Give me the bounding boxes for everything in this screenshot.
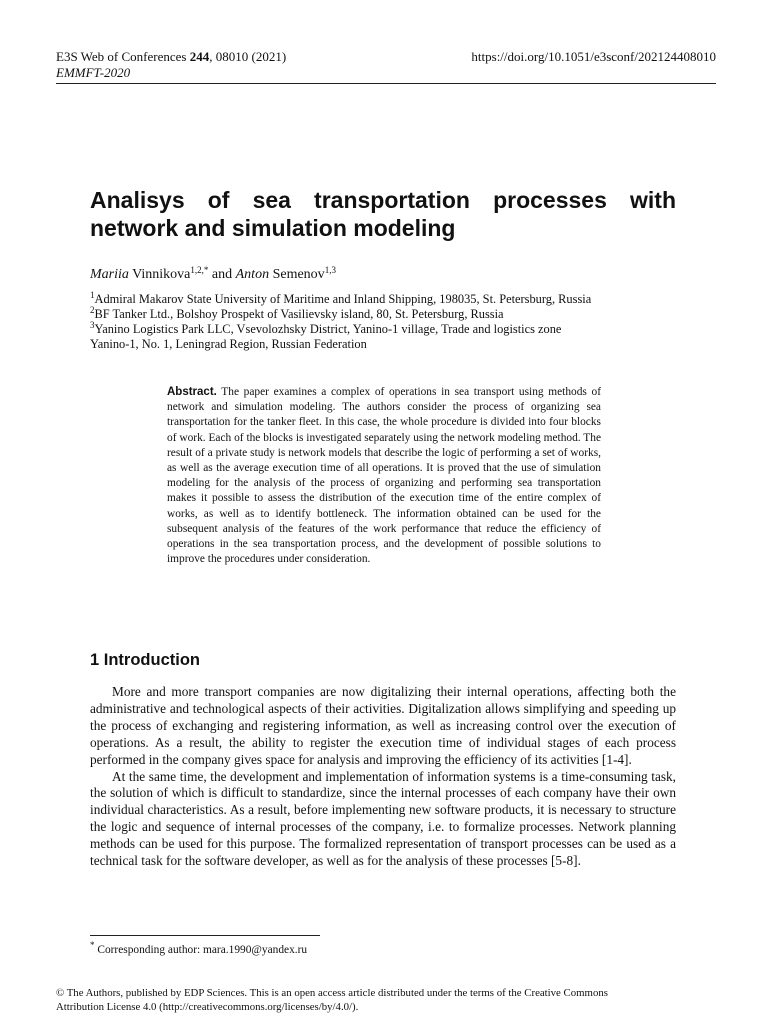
journal-name: E3S Web of Conferences [56, 49, 190, 64]
abstract [167, 385, 601, 567]
license-line-2: Attribution License 4.0 (http://creativecommons.org/licenses/by/4.0/). [56, 1001, 359, 1013]
affiliation-3-mark: 3 [90, 320, 95, 330]
footnote-mark: * [90, 940, 95, 950]
affiliation-3-text: Yanino Logistics Park LLC, Vsevolozhsky District, Yanino-1 village, Trade and logistics zone [94, 322, 562, 336]
abstract-label: Abstract. [167, 386, 217, 398]
journal-citation [56, 49, 286, 65]
affiliation-1-text: Admiral Makarov State University of Maritime and Inland Shipping, 198035, St. Petersburg, Russia [94, 292, 592, 306]
author1-first-name: Mariia [90, 267, 129, 282]
affiliation-3-continued: Yanino-1, No. 1, Leningrad Region, Russian Federation [90, 337, 367, 351]
affiliation-3 [90, 322, 676, 337]
license-line-1: © The Authors, published by EDP Sciences. This is an open access article distributed under the terms of the Creative Commons [56, 987, 608, 999]
affiliation-2-mark: 2 [90, 305, 95, 315]
affiliation-2 [90, 307, 676, 322]
affiliation-1 [90, 292, 676, 307]
journal-volume: 244 [189, 49, 210, 64]
author2-affiliation-mark: 1,3 [324, 265, 336, 275]
section-heading-introduction: 1 Introduction [90, 651, 200, 669]
author-joiner: and [208, 267, 236, 282]
introduction-body [90, 684, 676, 870]
author1-affiliation-mark: 1,2,* [190, 265, 209, 275]
doi-link[interactable]: https://doi.org/10.1051/e3sconf/202124408010 [471, 49, 716, 64]
affiliation-2-text: BF Tanker Ltd., Bolshoy Prospekt of Vasilievsky island, 80, St. Petersburg, Russia [94, 307, 504, 321]
affiliation-1-mark: 1 [90, 290, 95, 300]
author2-first-name: Anton [235, 267, 270, 282]
article-number: , 08010 (2021) [209, 49, 287, 64]
author1-last-name: Vinnikova [128, 267, 191, 282]
license-notice [56, 986, 718, 1014]
author2-last-name: Semenov [269, 267, 325, 282]
header-divider [56, 83, 716, 84]
footnote-text: Corresponding author: mara.1990@yandex.ru [94, 944, 308, 956]
conference-name: EMMFT-2020 [56, 65, 131, 80]
abstract-text: The paper examines a complex of operations in sea transport using methods of network and simulation modeling. The authors consider the process of organizing sea transportation for the tanker fleet. In this case, the whole procedure is divided into four blocks of work. Each of the blocks is investigated separately using the network modeling method. The result of a private study is network models that describe the logic of performing a set of works, as well as the average execution time of all operations. It is proved that the use of simulation modeling for the analysis of the process of organizing and performing sea transportation makes it possible to assess the distribution of the execution time of the entire complex of works, as well as to identify bottleneck. The information obtained can be used for the subsequent analysis of the features of the work performance that reduce the efficiency of operations in the sea transportation process, and the development of possible solutions to improve the procedures under consideration. [167, 386, 601, 566]
footnote [90, 940, 308, 957]
affiliations [90, 292, 676, 352]
paragraph: At the same time, the development and implementation of information systems is a time-consuming task, the solution of which is difficult to standardize, since the internal processes of each company have their own individual characteristics. As a result, before implementing new software products, it is necessary to structure the logic and sequence of internal processes of the company, i.e. to formalize processes. Network planning methods can be used for this purpose. The formalized representation of transport processes can be used as a technical task for the software developer, as well as for the analysis of these processes [5-8]. [90, 768, 676, 869]
footnote-divider [90, 935, 320, 936]
author-list [90, 266, 336, 284]
paper-title: Analisys of sea transportation processes with network and simulation modeling [90, 187, 676, 241]
paragraph: More and more transport companies are now digitalizing their internal operations, affecting both the administrative and technological aspects of their activities. Digitalization allows simplifying and speeding up the process of exchanging and registering information, as well as increasing control over the execution of operations. As a result, the ability to register the execution time of individual stages of each process performed in the company gives space for analysis and improving the efficiency of its activities [1-4]. [90, 684, 676, 767]
